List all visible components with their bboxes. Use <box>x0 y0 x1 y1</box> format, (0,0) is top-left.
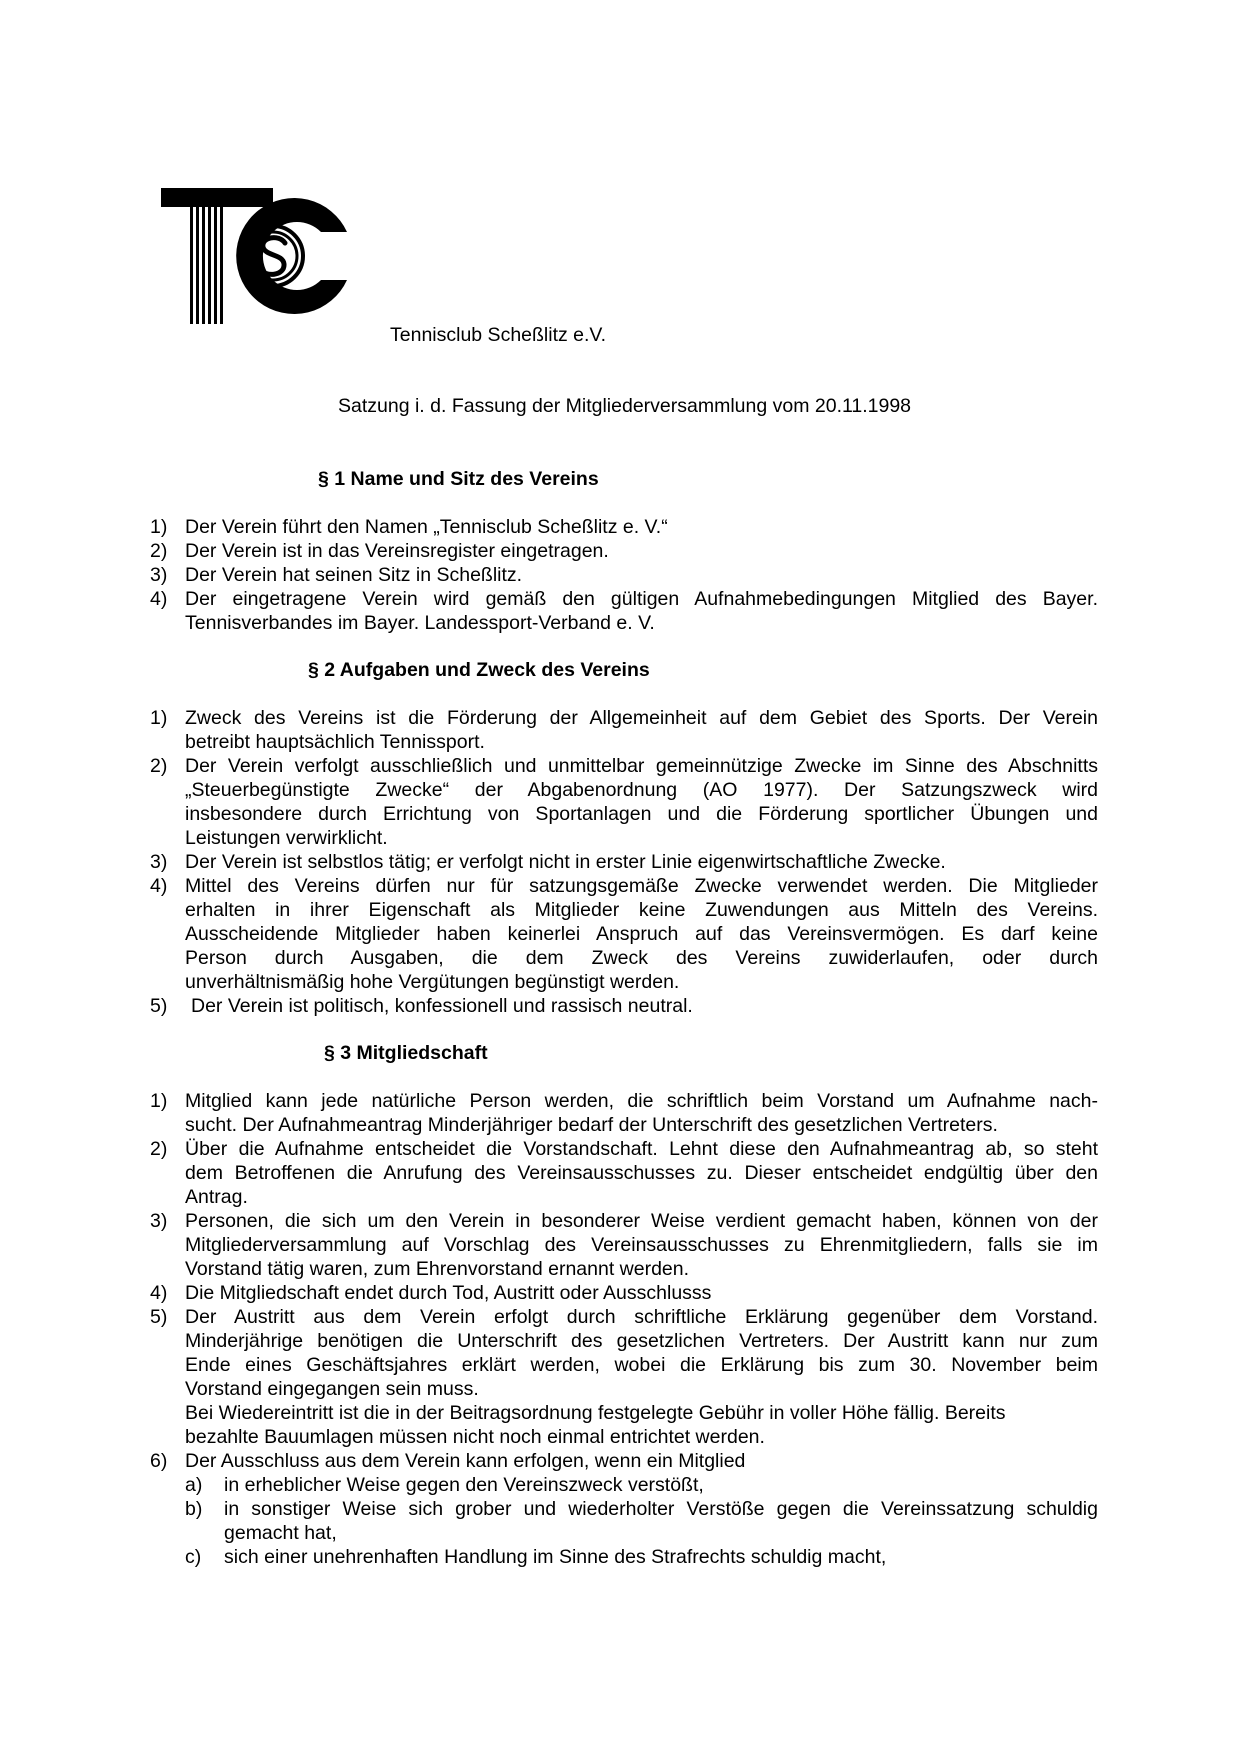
s2-item-5-line-1: Der Verein ist politisch, konfessionell und rassisch neutral. <box>191 995 693 1017</box>
s2-item-2-line-4: Leistungen verwirklicht. <box>185 827 388 849</box>
s3-item-2-line-1: Über die Aufnahme entscheidet die Vorstandschaft. Lehnt diese den Aufnahmeantrag ab, so steht <box>185 1138 1098 1160</box>
club-name: Tennisclub Scheßlitz e.V. <box>390 324 607 346</box>
s2-item-1-line-1: Zweck des Vereins ist die Förderung der Allgemeinheit auf dem Gebiet des Sports. Der Verein <box>185 707 1098 729</box>
s3-item-2-line-2: dem Betroffenen die Anrufung des Vereinsausschusses zu. Dieser entscheidet endgültig über den <box>185 1162 1098 1184</box>
s3-item-5-line-6: bezahlte Bauumlagen müssen nicht noch einmal entrichtet werden. <box>185 1426 765 1448</box>
statute-title: Satzung i. d. Fassung der Mitgliederversammlung vom 20.11.1998 <box>338 395 912 417</box>
s1-item-4-line-1: Der eingetragene Verein wird gemäß den gültigen Aufnahmebedingungen Mitglied des Bayer. <box>185 588 1098 610</box>
s3-item-5-line-4: Vorstand eingegangen sein muss. <box>185 1378 479 1400</box>
club-logo <box>161 188 353 324</box>
s1-item-4-line-2: Tennisverbandes im Bayer. Landessport-Verband e. V. <box>185 612 655 634</box>
s3-item-2-number: 2) <box>150 1138 168 1160</box>
s3-item-1-line-2: sucht. Der Aufnahmeantrag Minderjähriger bedarf der Unterschrift des gesetzlichen Vertreters. <box>185 1114 998 1136</box>
s3-item-1-line-1: Mitglied kann jede natürliche Person werden, die schriftlich beim Vorstand um Aufnahme nach- <box>185 1090 1098 1112</box>
s2-item-3-line-1: Der Verein ist selbstlos tätig; er verfolgt nicht in erster Linie eigenwirtschaftliche Zwecke. <box>185 851 946 873</box>
s3-subitem-a-letter: a) <box>185 1474 203 1496</box>
s1-item-1-line-1: Der Verein führt den Namen „Tennisclub Scheßlitz e. V.“ <box>185 516 668 538</box>
s3-subitem-c-letter: c) <box>185 1546 202 1568</box>
s3-item-1-number: 1) <box>150 1090 168 1112</box>
s3-subitem-a-line-1: in erheblicher Weise gegen den Vereinszweck verstößt, <box>224 1474 704 1496</box>
s3-subitem-b-letter: b) <box>185 1498 203 1520</box>
s2-item-4-line-5: unverhältnismäßig hohe Vergütungen begünstigt werden. <box>185 971 680 993</box>
s1-item-3-number: 3) <box>150 564 168 586</box>
s2-item-2-line-2: „Steuerbegünstigte Zwecke“ der Abgabenordnung (AO 1977). Der Satzungszweck wird <box>185 779 1098 801</box>
s2-item-2-line-1: Der Verein verfolgt ausschließlich und unmittelbar gemeinnützige Zwecke im Sinne des Abschnitts <box>185 755 1098 777</box>
s3-item-6-number: 6) <box>150 1450 168 1472</box>
s3-item-4-line-1: Die Mitgliedschaft endet durch Tod, Austritt oder Ausschlusss <box>185 1282 712 1304</box>
s3-item-5-line-5: Bei Wiedereintritt ist die in der Beitragsordnung festgelegte Gebühr in voller Höhe fällig. Bereits <box>185 1402 1006 1424</box>
s2-item-1-line-2: betreibt hauptsächlich Tennissport. <box>185 731 485 753</box>
s2-item-5-number: 5) <box>150 995 168 1017</box>
s3-item-2-line-3: Antrag. <box>185 1186 248 1208</box>
s3-subitem-b-line-2: gemacht hat, <box>224 1522 337 1544</box>
s3-item-3-line-2: Mitgliederversammlung auf Vorschlag des Vereinsausschusses zu Ehrenmitgliedern, falls sie im <box>185 1234 1098 1256</box>
s1-item-3-line-1: Der Verein hat seinen Sitz in Scheßlitz. <box>185 564 523 586</box>
section-3-heading: § 3 Mitgliedschaft <box>324 1042 488 1064</box>
s3-item-3-line-1: Personen, die sich um den Verein in besonderer Weise verdient gemacht haben, können von der <box>185 1210 1098 1232</box>
s3-item-5-number: 5) <box>150 1306 168 1328</box>
s3-item-3-number: 3) <box>150 1210 168 1232</box>
s2-item-4-line-3: Ausscheidende Mitglieder haben keinerlei Anspruch auf das Vereinsvermögen. Es darf keine <box>185 923 1098 945</box>
s3-subitem-b-line-1: in sonstiger Weise sich grober und wiederholter Verstöße gegen die Vereinssatzung schuldig <box>224 1498 1098 1520</box>
s3-item-6-line-1: Der Ausschluss aus dem Verein kann erfolgen, wenn ein Mitglied <box>185 1450 746 1472</box>
s2-item-1-number: 1) <box>150 707 168 729</box>
s3-item-5-line-2: Minderjährige benötigen die Unterschrift des gesetzlichen Vertreters. Der Austritt kann nur zum <box>185 1330 1098 1352</box>
s2-item-4-line-1: Mittel des Vereins dürfen nur für satzungsgemäße Zwecke verwendet werden. Die Mitglieder <box>185 875 1098 897</box>
s2-item-2-number: 2) <box>150 755 168 777</box>
s1-item-4-number: 4) <box>150 588 168 610</box>
s2-item-4-line-4: Person durch Ausgaben, die dem Zweck des Vereins zuwiderlaufen, oder durch <box>185 947 1098 969</box>
section-1-heading: § 1 Name und Sitz des Vereins <box>318 468 599 490</box>
s2-item-2-line-3: insbesondere durch Errichtung von Sportanlagen und die Förderung sportlicher Übungen und <box>185 803 1098 825</box>
s2-item-3-number: 3) <box>150 851 168 873</box>
s2-item-4-number: 4) <box>150 875 168 897</box>
s3-item-4-number: 4) <box>150 1282 168 1304</box>
s3-subitem-c-line-1: sich einer unehrenhaften Handlung im Sinne des Strafrechts schuldig macht, <box>224 1546 887 1568</box>
s2-item-4-line-2: erhalten in ihrer Eigenschaft als Mitglieder keine Zuwendungen aus Mitteln des Vereins. <box>185 899 1098 921</box>
s3-item-5-line-3: Ende eines Geschäftsjahres erklärt werden, wobei die Erklärung bis zum 30. November beim <box>185 1354 1098 1376</box>
s3-item-3-line-3: Vorstand tätig waren, zum Ehrenvorstand ernannt werden. <box>185 1258 690 1280</box>
s1-item-1-number: 1) <box>150 516 168 538</box>
s1-item-2-line-1: Der Verein ist in das Vereinsregister eingetragen. <box>185 540 609 562</box>
section-2-heading: § 2 Aufgaben und Zweck des Vereins <box>308 659 650 681</box>
s1-item-2-number: 2) <box>150 540 168 562</box>
s3-item-5-line-1: Der Austritt aus dem Verein erfolgt durch schriftliche Erklärung gegenüber dem Vorstand. <box>185 1306 1098 1328</box>
